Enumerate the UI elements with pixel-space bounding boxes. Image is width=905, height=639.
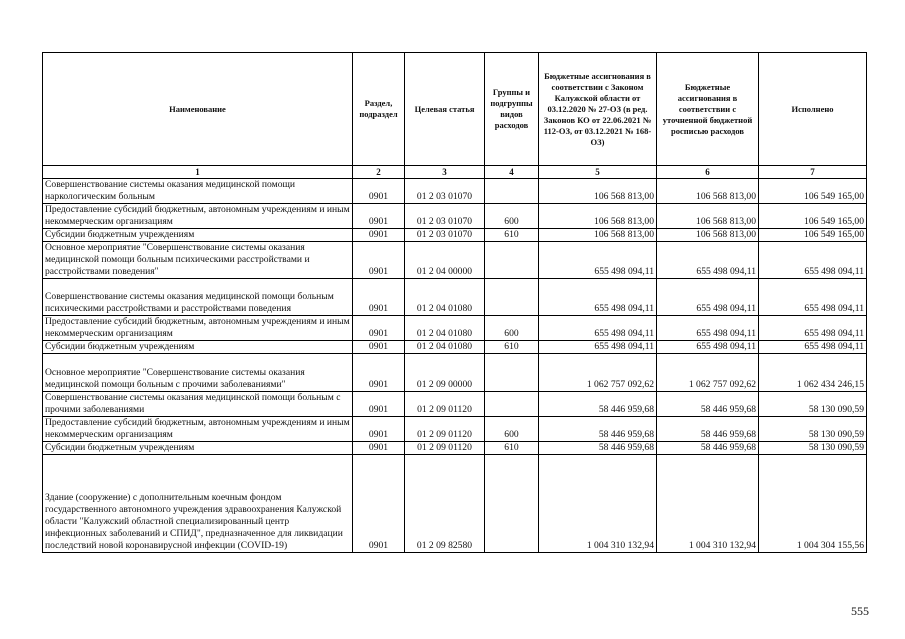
row-name: Субсидии бюджетным учреждениям: [43, 229, 353, 242]
table-row: [43, 354, 867, 392]
row-article: 01 2 04 01080: [405, 341, 485, 354]
row-executed: 1 062 434 246,15: [759, 354, 867, 392]
row-name: Субсидии бюджетным учреждениям: [43, 442, 353, 455]
column-number: 5: [539, 166, 657, 179]
row-group: [485, 179, 539, 204]
row-plan-allocation: 655 498 094,11: [657, 279, 759, 316]
header-row: [43, 53, 867, 166]
row-law-allocation: 106 568 813,00: [539, 204, 657, 229]
row-law-allocation: 106 568 813,00: [539, 229, 657, 242]
row-section: 0901: [353, 442, 405, 455]
row-section: 0901: [353, 392, 405, 417]
row-executed: 58 130 090,59: [759, 442, 867, 455]
row-section: 0901: [353, 354, 405, 392]
row-article: 01 2 03 01070: [405, 179, 485, 204]
header-law-allocation: Бюджетные ассигнования в соответствии с Законом Калужской области от 03.12.2020 № 27-ОЗ (в ред. Законов КО от 22.06.2021 № 112-ОЗ, от 03.12.2021 № 168-ОЗ): [539, 53, 657, 166]
row-law-allocation: 655 498 094,11: [539, 279, 657, 316]
row-law-allocation: 1 062 757 092,62: [539, 354, 657, 392]
column-number: 4: [485, 166, 539, 179]
row-group: 610: [485, 442, 539, 455]
table-body: [43, 179, 867, 553]
row-executed: 1 004 304 155,56: [759, 455, 867, 553]
column-number: 6: [657, 166, 759, 179]
row-name: Основное мероприятие "Совершенствование системы оказания медицинской помощи больным с прочими заболеваниями": [43, 354, 353, 392]
column-number: 7: [759, 166, 867, 179]
row-name: Предоставление субсидий бюджетным, автономным учреждениям и иным некоммерческим организациям: [43, 316, 353, 341]
row-article: 01 2 09 01120: [405, 442, 485, 455]
row-executed: 655 498 094,11: [759, 316, 867, 341]
table-row: [43, 204, 867, 229]
row-plan-allocation: 106 568 813,00: [657, 179, 759, 204]
header-executed: Исполнено: [759, 53, 867, 166]
row-section: 0901: [353, 417, 405, 442]
column-number: 1: [43, 166, 353, 179]
page-number: 555: [851, 604, 869, 618]
row-executed: 106 549 165,00: [759, 204, 867, 229]
header-article: Целевая статья: [405, 53, 485, 166]
row-article: 01 2 09 00000: [405, 354, 485, 392]
row-group: 610: [485, 341, 539, 354]
row-group: [485, 455, 539, 553]
row-article: 01 2 04 01080: [405, 279, 485, 316]
row-section: 0901: [353, 341, 405, 354]
row-executed: 58 130 090,59: [759, 392, 867, 417]
row-plan-allocation: 1 062 757 092,62: [657, 354, 759, 392]
table-row: [43, 279, 867, 316]
row-name: Основное мероприятие "Совершенствование системы оказания медицинской помощи больным психическими расстройствами и расстройствами поведения": [43, 242, 353, 279]
row-law-allocation: 106 568 813,00: [539, 179, 657, 204]
row-article: 01 2 04 00000: [405, 242, 485, 279]
column-numbers-row: [43, 166, 867, 179]
column-number: 3: [405, 166, 485, 179]
row-article: 01 2 09 01120: [405, 392, 485, 417]
row-article: 01 2 09 01120: [405, 417, 485, 442]
row-article: 01 2 03 01070: [405, 229, 485, 242]
row-name: Совершенствование системы оказания медицинской помощи больным психическими расстройствами и расстройствами поведения: [43, 279, 353, 316]
row-group: [485, 242, 539, 279]
row-name: Совершенствование системы оказания медицинской помощи наркологическим больным: [43, 179, 353, 204]
row-plan-allocation: 655 498 094,11: [657, 316, 759, 341]
row-article: 01 2 04 01080: [405, 316, 485, 341]
row-group: 600: [485, 316, 539, 341]
row-group: 600: [485, 417, 539, 442]
row-plan-allocation: 58 446 959,68: [657, 392, 759, 417]
row-plan-allocation: 1 004 310 132,94: [657, 455, 759, 553]
row-group: 600: [485, 204, 539, 229]
table-row: [43, 242, 867, 279]
row-plan-allocation: 655 498 094,11: [657, 341, 759, 354]
table-row: [43, 229, 867, 242]
table-row: [43, 341, 867, 354]
budget-table: [42, 52, 867, 553]
column-number: 2: [353, 166, 405, 179]
header-group: Группы и подгруппы видов расходов: [485, 53, 539, 166]
row-plan-allocation: 58 446 959,68: [657, 417, 759, 442]
table-row: [43, 455, 867, 553]
row-name: Совершенствование системы оказания медицинской помощи больным с прочими заболеваниями: [43, 392, 353, 417]
table-row: [43, 392, 867, 417]
row-law-allocation: 58 446 959,68: [539, 442, 657, 455]
row-law-allocation: 655 498 094,11: [539, 316, 657, 341]
header-name: Наименование: [43, 53, 353, 166]
row-name: Субсидии бюджетным учреждениям: [43, 341, 353, 354]
row-law-allocation: 58 446 959,68: [539, 392, 657, 417]
row-section: 0901: [353, 316, 405, 341]
header-section: Раздел, подраздел: [353, 53, 405, 166]
row-section: 0901: [353, 179, 405, 204]
row-section: 0901: [353, 242, 405, 279]
row-executed: 655 498 094,11: [759, 341, 867, 354]
row-law-allocation: 655 498 094,11: [539, 242, 657, 279]
row-executed: 106 549 165,00: [759, 229, 867, 242]
row-executed: 655 498 094,11: [759, 279, 867, 316]
row-executed: 58 130 090,59: [759, 417, 867, 442]
table-row: [43, 442, 867, 455]
row-plan-allocation: 106 568 813,00: [657, 229, 759, 242]
row-plan-allocation: 106 568 813,00: [657, 204, 759, 229]
row-group: [485, 354, 539, 392]
row-group: 610: [485, 229, 539, 242]
table-row: [43, 316, 867, 341]
row-law-allocation: 655 498 094,11: [539, 341, 657, 354]
row-plan-allocation: 58 446 959,68: [657, 442, 759, 455]
row-section: 0901: [353, 204, 405, 229]
row-plan-allocation: 655 498 094,11: [657, 242, 759, 279]
row-executed: 106 549 165,00: [759, 179, 867, 204]
row-executed: 655 498 094,11: [759, 242, 867, 279]
header-plan-allocation: Бюджетные ассигнования в соответствии с уточненной бюджетной росписью расходов: [657, 53, 759, 166]
row-group: [485, 392, 539, 417]
table-row: [43, 179, 867, 204]
row-group: [485, 279, 539, 316]
row-article: 01 2 03 01070: [405, 204, 485, 229]
row-article: 01 2 09 82580: [405, 455, 485, 553]
row-section: 0901: [353, 229, 405, 242]
row-section: 0901: [353, 455, 405, 553]
row-name: Предоставление субсидий бюджетным, автономным учреждениям и иным некоммерческим организациям: [43, 204, 353, 229]
table-row: [43, 417, 867, 442]
row-law-allocation: 58 446 959,68: [539, 417, 657, 442]
row-name: Предоставление субсидий бюджетным, автономным учреждениям и иным некоммерческим организациям: [43, 417, 353, 442]
row-section: 0901: [353, 279, 405, 316]
row-name: Здание (сооружение) с дополнительным коечным фондом государственного автономного учреждения здравоохранения Калужской области "Калужский областной специализированный центр инфекционных заболеваний и СПИД", предназначенное для ликвидации последствий новой коронавирусной инфекции (COVID-19): [43, 455, 353, 553]
row-law-allocation: 1 004 310 132,94: [539, 455, 657, 553]
